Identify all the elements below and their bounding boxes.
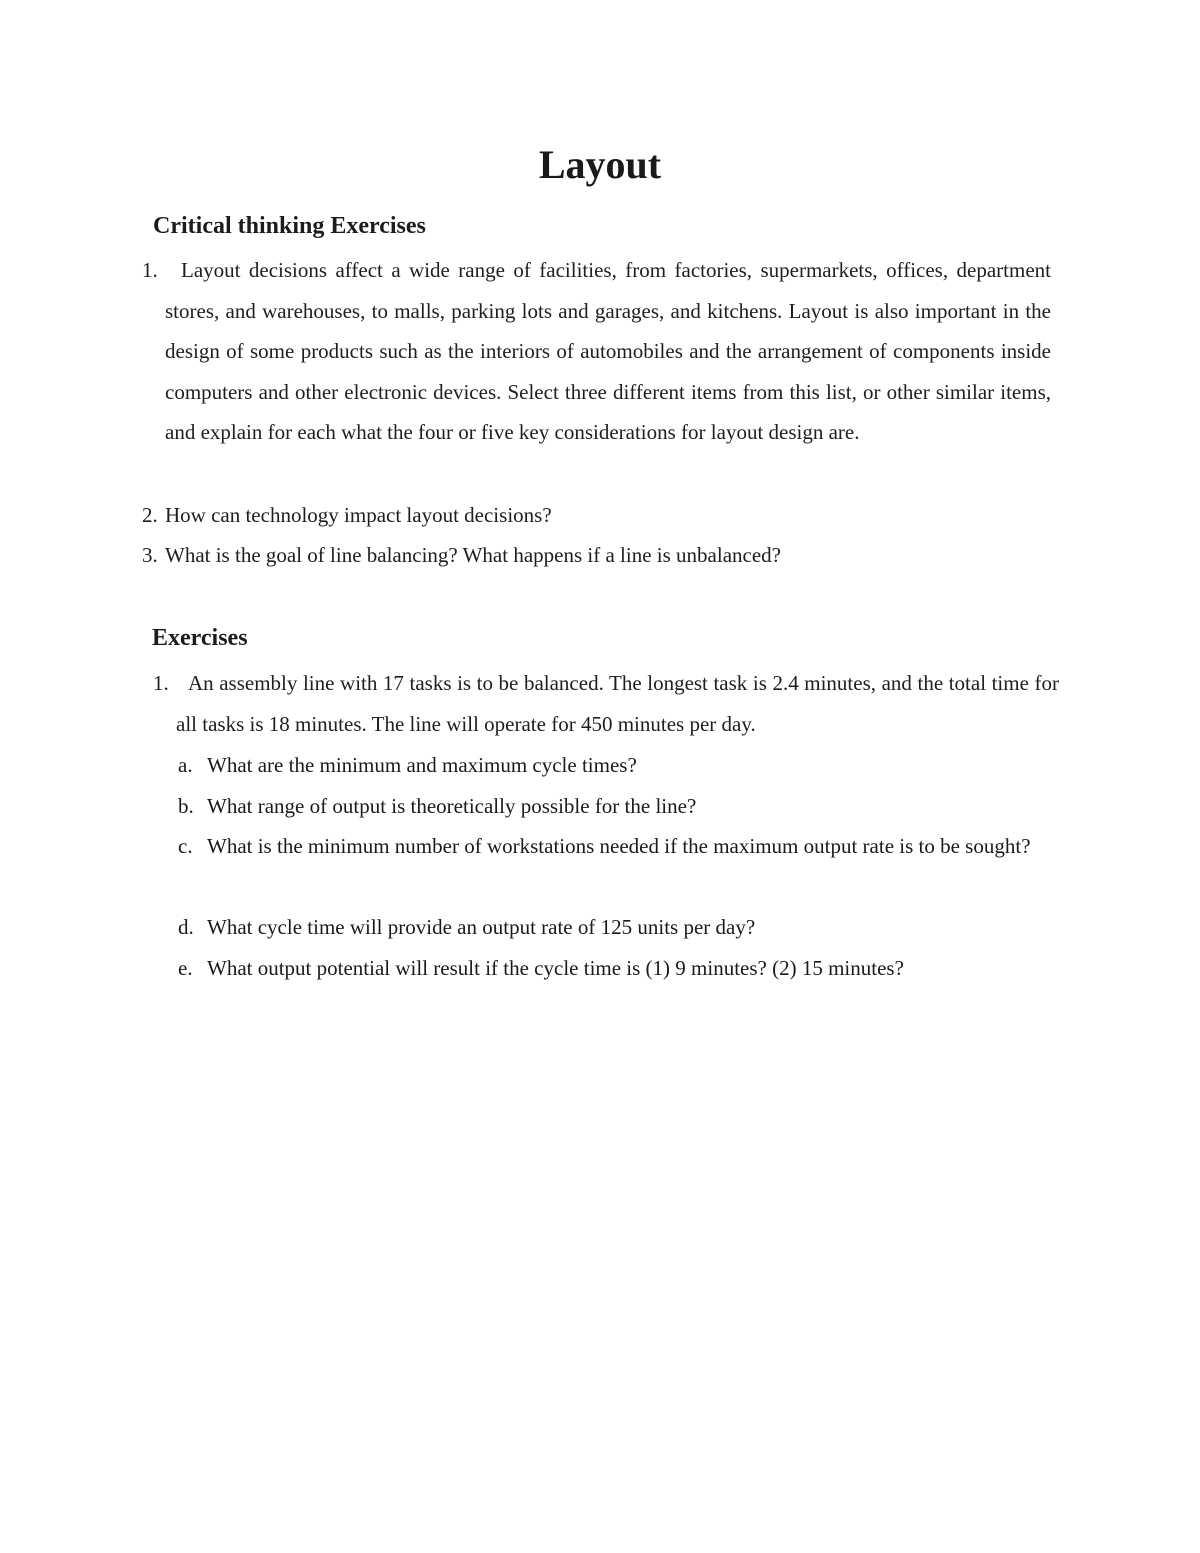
subitem-c-text: What is the minimum number of workstations needed if the maximum output rate is to be sought? xyxy=(207,834,1031,858)
subitem-d-letter: d. xyxy=(178,915,194,939)
document-title: Layout xyxy=(538,142,662,187)
subitem-d-text: What cycle time will provide an output rate of 125 units per day? xyxy=(207,915,756,939)
critical-item-3-text: What is the goal of line balancing? What happens if a line is unbalanced? xyxy=(165,543,781,567)
subitem-a-letter: a. xyxy=(178,753,193,777)
exercise-item-1-number: 1. xyxy=(153,671,169,695)
critical-item-1-text: Layout decisions affect a wide range of facilities, from factories, supermarkets, offices, department stores, and warehouses, to malls, parking lots and garages, and kitchens. Layout is also important in the design of some products such as the interiors of automobiles and the arrangement of components inside computers and other electronic devices. Select three different items from this list, or other similar items, and explain for each what the four or five key considerations for layout design are. xyxy=(165,258,1051,444)
subitem-b-letter: b. xyxy=(178,794,194,818)
subitem-c-letter: c. xyxy=(178,834,193,858)
critical-item-3-number: 3. xyxy=(142,543,158,567)
subitem-e-letter: e. xyxy=(178,956,193,980)
critical-item-2-text: How can technology impact layout decisions? xyxy=(165,503,552,527)
subitem-b-text: What range of output is theoretically possible for the line? xyxy=(207,794,697,818)
critical-item-2-number: 2. xyxy=(142,503,158,527)
critical-item-1-number: 1. xyxy=(142,258,158,282)
subitem-e-text: What output potential will result if the cycle time is (1) 9 minutes? (2) 15 minutes? xyxy=(207,956,904,980)
exercises-heading: Exercises xyxy=(152,625,248,651)
exercise-item-1-text: An assembly line with 17 tasks is to be balanced. The longest task is 2.4 minutes, and the total time for all tasks is 18 minutes. The line will operate for 450 minutes per day. xyxy=(176,671,1059,736)
subitem-a-text: What are the minimum and maximum cycle times? xyxy=(207,753,637,777)
critical-thinking-heading: Critical thinking Exercises xyxy=(153,213,426,239)
